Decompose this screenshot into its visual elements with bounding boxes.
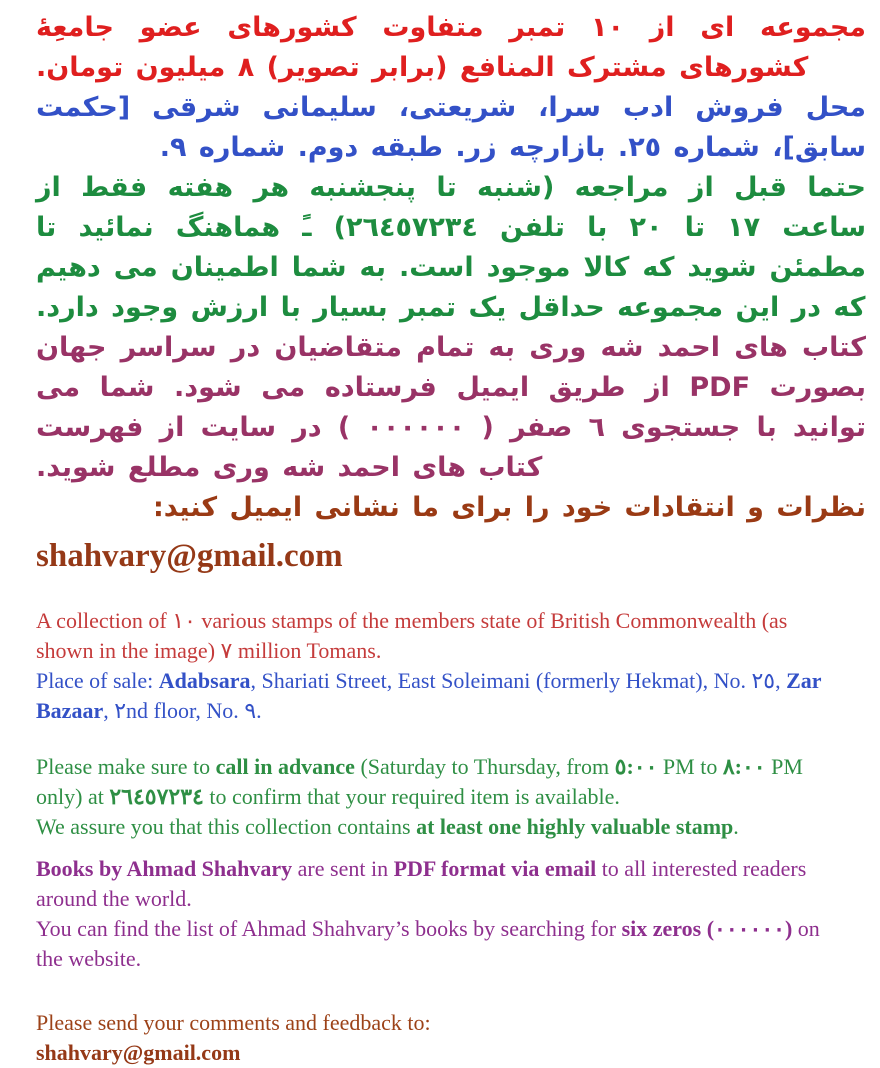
en-paragraph-books-pdf: Books by Ahmad Shahvary are sent in PDF format via email to all interested readers around the world. (36, 856, 807, 911)
en-paragraph-sale-location: Place of sale: Adabsara, Shariati Street, East Soleimani (formerly Hekmat), No. ٢٥, Zar Bazaar, ٢nd floor, No. ٩. (36, 668, 822, 723)
contact-email-display: shahvary@gmail.com (36, 538, 343, 574)
en-paragraph-assurance: We assure you that this collection contains at least one highly valuable stamp. (36, 814, 739, 839)
en-contact-email: shahvary@gmail.com (36, 1040, 241, 1065)
fa-paragraph-collection-offer: مجموعه ای از ١٠ تمبر متفاوت کشورهای عضو جامعِۀ کشورهای مشترک المنافع (برابر تصویر) ٨ میلیون تومان. (36, 12, 866, 83)
fa-paragraph-feedback-request: نظرات و انتقادات خود را برای ما نشانی ایمیل کنید: (152, 492, 866, 523)
persian-section (36, 8, 866, 528)
en-paragraph-collection-offer: A collection of ١٠ various stamps of the members state of British Commonwealth (as shown in the image) ٧ million Tomans. (36, 608, 788, 663)
en-paragraph-six-zeros: You can find the list of Ahmad Shahvary’s books by searching for six zeros (٠٠٠٠٠٠) on the website. (36, 916, 820, 971)
fa-paragraph-call-ahead: حتما قبل از مراجعه (شنبه تا پنجشنبه هر هفته فقط از ساعت ١٧ تا ٢٠ با تلفن ٢٦٤٥٧٢٣٤) ـً هماهنگ نمائید تا مطمئن شوید که کالا موجود است. به شما اطمینان می دهیم که در این مجموعه حداقل یک تمبر بسیار با ارزش وجود دارد. (36, 172, 866, 323)
en-paragraph-call-ahead: Please make sure to call in advance (Saturday to Thursday, from ٥:٠٠ PM to ٨:٠٠ PM only) at ٢٦٤٥٧٢٣٤ to confirm that your required item is available. (36, 754, 803, 809)
en-paragraph-feedback-request: Please send your comments and feedback to: (36, 1010, 431, 1035)
english-section (36, 606, 866, 1068)
fa-paragraph-books-pdf: کتاب های احمد شه وری به تمام متقاضیان در سراسر جهان بصورت PDF از طریق ایمیل فرستاده می شود. شما می توانید با جستجوی ٦ صفر ( ٠٠٠٠٠٠ ) در سایت از فهرست کتاب های احمد شه وری مطلع شوید. (36, 332, 867, 483)
fa-paragraph-sale-location: محل فروش ادب سرا، شریعتی، سلیمانی شرقی [حکمت سابق]، شماره ٢٥. بازارچه زر. طبقه دوم. شماره ٩. (36, 92, 866, 163)
